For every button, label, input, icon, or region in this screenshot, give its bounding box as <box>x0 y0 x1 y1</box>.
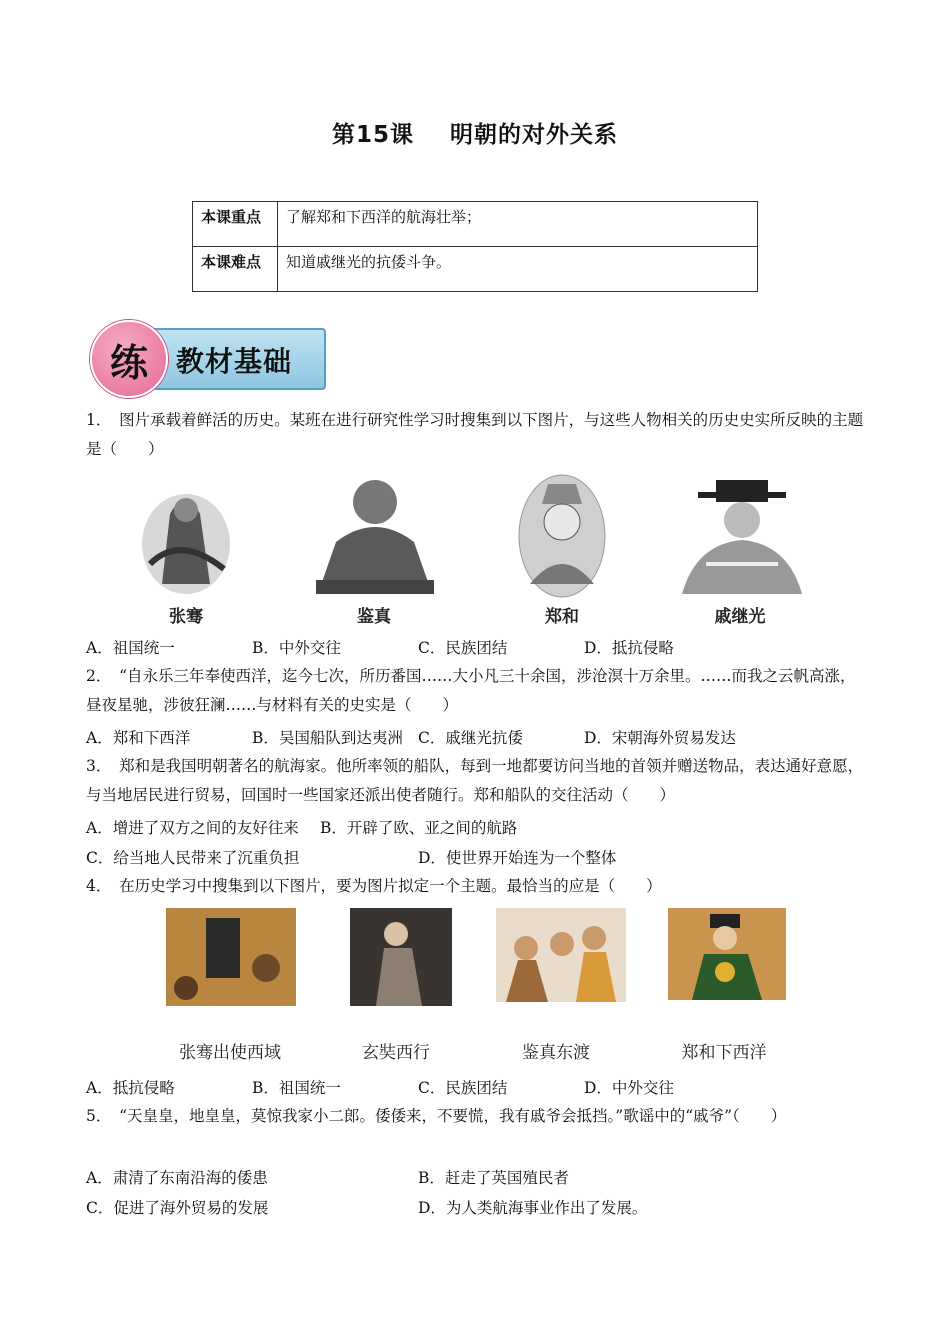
q1-option-a: A．祖国统一 <box>86 639 175 657</box>
caption-qi-jiguang: 戚继光 <box>714 607 766 627</box>
qi-jiguang-portrait <box>676 474 808 598</box>
caption-xuanzang: 玄奘西行 <box>362 1043 430 1063</box>
zhang-qian-figure <box>140 474 232 596</box>
q3-option-c: C．给当地人民带来了沉重负担 <box>86 849 300 867</box>
key-point-head: 本课重点 <box>193 202 278 247</box>
section-banner <box>90 326 322 390</box>
table-row <box>193 247 758 292</box>
caption-zheng-he-voyages: 郑和下西洋 <box>681 1043 767 1063</box>
key-points-table <box>192 201 758 292</box>
banner-label: 教材基础 <box>176 345 293 378</box>
caption-jian-zhen: 鉴真 <box>357 607 391 627</box>
q4-option-b: B．祖国统一 <box>252 1079 341 1097</box>
difficulty-head: 本课难点 <box>193 247 278 292</box>
xuanzang-painting <box>350 908 452 1006</box>
q2-option-a: A．郑和下西洋 <box>86 729 191 747</box>
lesson-number: 第15课 <box>331 122 414 148</box>
q5-option-c: C．促进了海外贸易的发展 <box>86 1199 269 1217</box>
q2-option-b: B．吴国船队到达夷洲 <box>252 729 403 747</box>
caption-zhang-qian-west: 张骞出使西域 <box>179 1043 281 1063</box>
question-5-stem: 5． “天皇皇，地皇皇，莫惊我家小二郎。倭倭来，不要慌，我有戚爷会抵挡。”歌谣中的“戚爷”（ ） <box>86 1107 787 1125</box>
zheng-he-portrait <box>518 474 606 598</box>
difficulty-text: 知道戚继光的抗倭斗争。 <box>278 247 758 292</box>
q5-option-b: B．赶走了英国殖民者 <box>418 1169 569 1187</box>
question-4-stem: 4． 在历史学习中搜集到以下图片，要为图片拟定一个主题。最恰当的应是（ ） <box>86 877 662 895</box>
q2-option-d: D．宋朝海外贸易发达 <box>584 729 736 747</box>
q5-option-a: A．肃清了东南沿海的倭患 <box>86 1169 268 1187</box>
q1-option-d: D．抵抗侵略 <box>584 639 674 657</box>
jian-zhen-painting <box>496 908 626 1002</box>
caption-zheng-he: 郑和 <box>545 607 579 627</box>
caption-zhang-qian: 张骞 <box>169 607 203 627</box>
caption-jian-zhen-east: 鉴真东渡 <box>522 1043 590 1063</box>
zheng-he-painting <box>668 908 786 1000</box>
q4-option-c: C．民族团结 <box>418 1079 508 1097</box>
jian-zhen-statue <box>316 472 434 594</box>
zhang-qian-mural <box>166 908 296 1006</box>
page-title <box>0 116 950 149</box>
q3-option-d: D．使世界开始连为一个整体 <box>418 849 617 867</box>
q1-option-c: C．民族团结 <box>418 639 508 657</box>
q3-option-b: B．开辟了欧、亚之间的航路 <box>320 819 518 837</box>
question-3-stem: 3． 郑和是我国明朝著名的航海家。他所率领的船队，每到一地都要访问当地的首领并赠送物品，表达通好意愿，与当地居民进行贸易，回国时一些国家还派出使者随行。郑和船队的交往活动（ ） <box>86 757 864 804</box>
q3-option-a: A．增进了双方之间的友好往来 <box>86 819 299 837</box>
q1-option-b: B．中外交往 <box>252 639 341 657</box>
question-2-stem: 2． “自永乐三年奉使西洋，迄今七次，所历番国……大小凡三十余国，涉沧溟十万余里。……而我之云帆高涨，昼夜星驰，涉彼狂澜……与材料有关的史实是（ ） <box>86 667 856 714</box>
key-point-text: 了解郑和下西洋的航海壮举； <box>278 202 758 247</box>
table-row <box>193 202 758 247</box>
q5-option-d: D．为人类航海事业作出了发展。 <box>418 1199 648 1217</box>
question-1-stem: 1． 图片承载着鲜活的历史。某班在进行研究性学习时搜集到以下图片，与这些人物相关的历史史实所反映的主题是（ ） <box>86 411 864 458</box>
banner-badge: 练 <box>90 320 168 398</box>
q4-option-a: A．抵抗侵略 <box>86 1079 175 1097</box>
q4-option-d: D．中外交往 <box>584 1079 674 1097</box>
q2-option-c: C．戚继光抗倭 <box>418 729 523 747</box>
lesson-topic: 明朝的对外关系 <box>450 122 618 148</box>
